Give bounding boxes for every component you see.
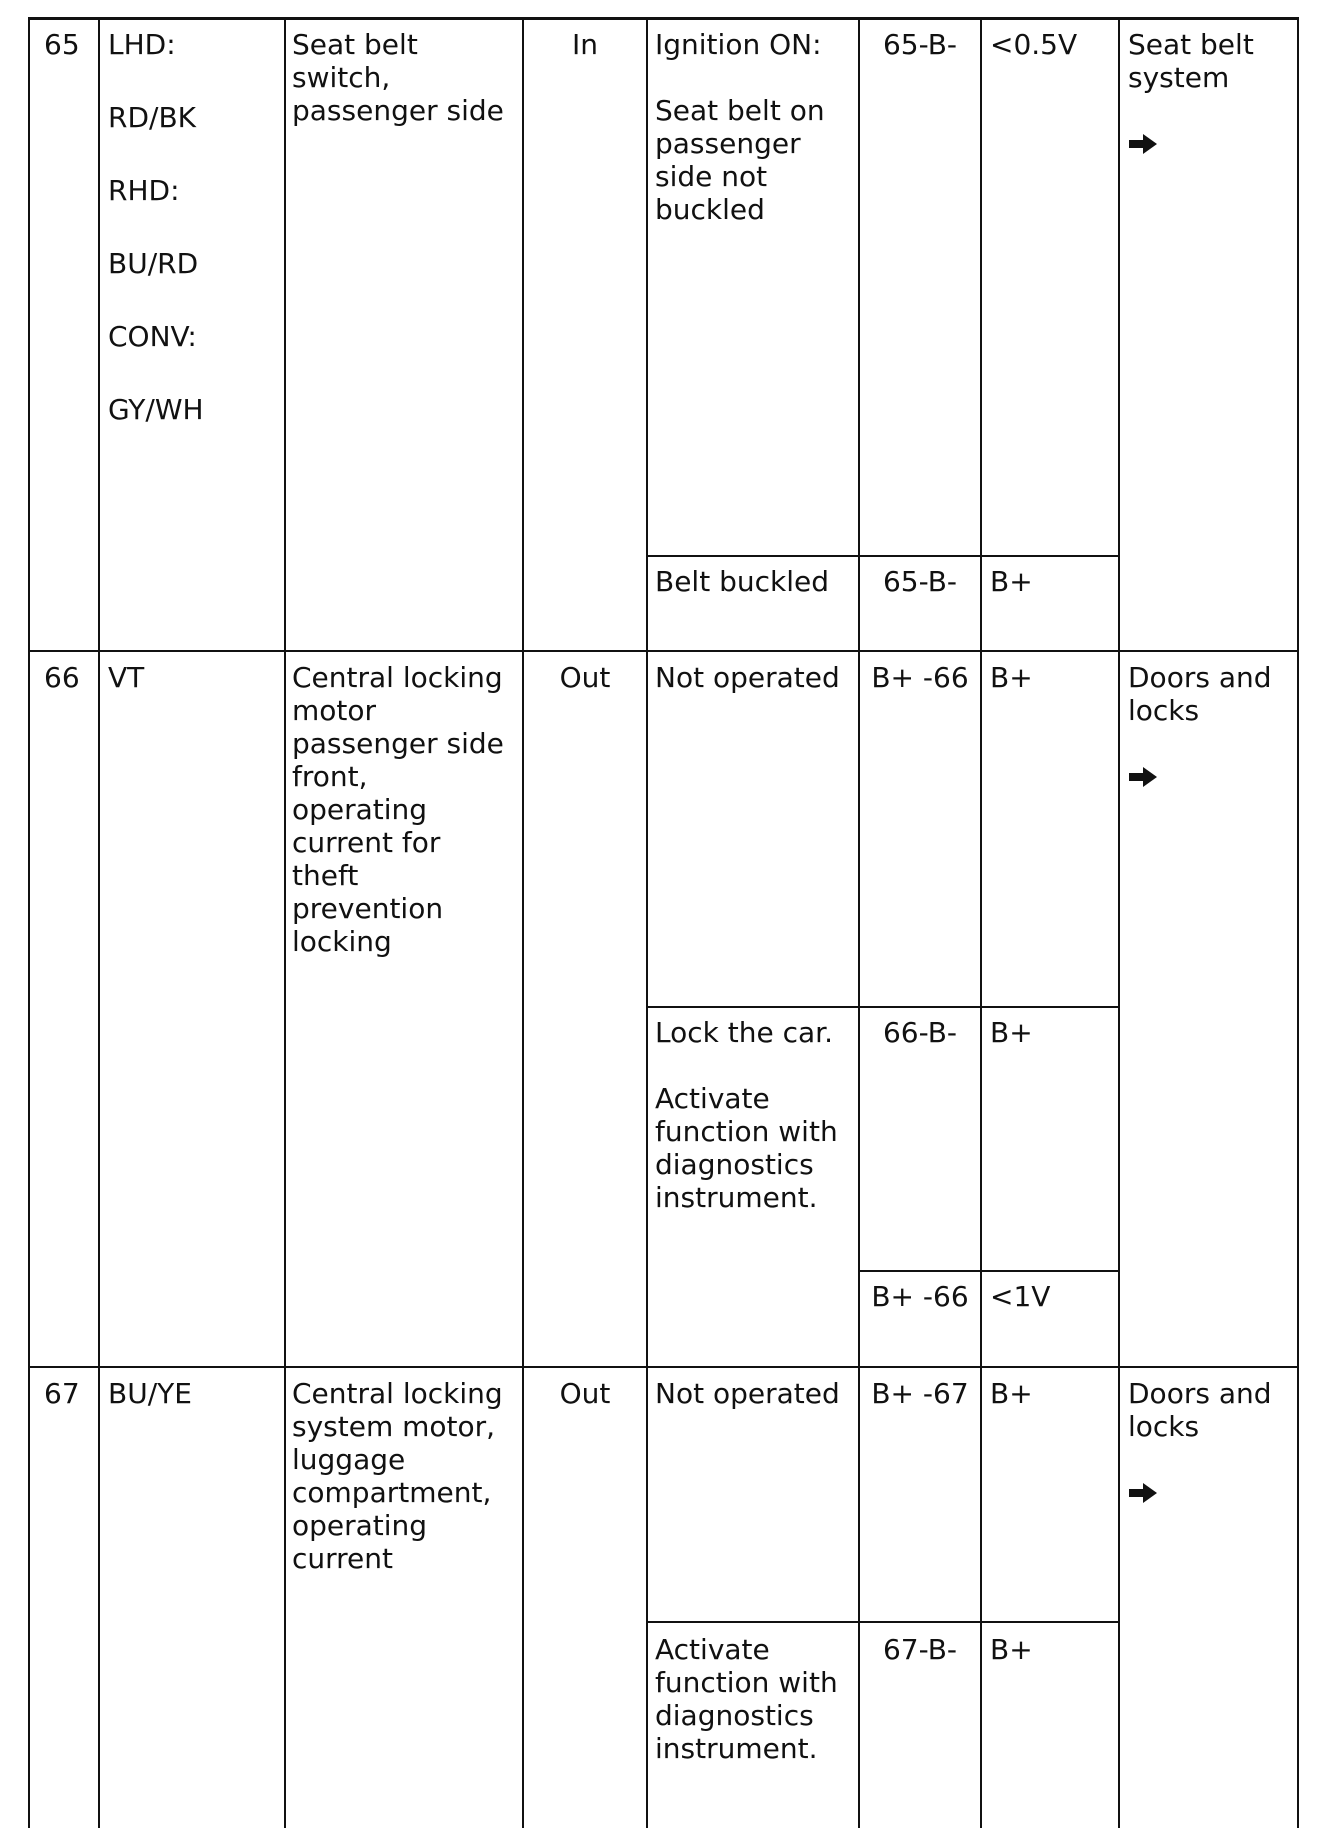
- signal-direction: Out: [559, 661, 611, 694]
- column-divider: [1118, 17, 1120, 1828]
- wire-color-label: RHD:: [108, 174, 180, 207]
- expected-value: B+: [990, 661, 1033, 694]
- column-divider: [284, 17, 286, 1828]
- row-divider: [28, 650, 1299, 652]
- condition-divider: [646, 1006, 1118, 1008]
- pin-number: 66: [44, 661, 80, 694]
- expected-value: B+: [990, 1016, 1033, 1049]
- test-condition: Ignition ON: Seat belt on passenger side not buckled: [655, 28, 825, 226]
- signal-direction: In: [571, 28, 598, 61]
- measure-point: 66-B-: [882, 1016, 958, 1049]
- measure-point: 65-B-: [882, 28, 958, 61]
- component-description: Seat belt switch, passenger side: [292, 28, 504, 127]
- column-divider: [858, 17, 860, 1828]
- table-left-border: [28, 17, 30, 1828]
- expected-value: <0.5V: [990, 28, 1078, 61]
- component-description: Central locking system motor, luggage compartment, operating current: [292, 1377, 503, 1575]
- row-divider: [28, 1366, 1299, 1368]
- measure-point: B+ -66: [871, 1280, 969, 1313]
- wire-color-label: BU/YE: [108, 1377, 192, 1410]
- column-divider: [646, 17, 648, 1828]
- arrow-right-icon[interactable]: [1129, 1483, 1157, 1503]
- column-divider: [980, 17, 982, 1828]
- signal-direction: Out: [559, 1377, 611, 1410]
- expected-value: <1V: [990, 1280, 1051, 1313]
- wire-color-label: CONV:: [108, 320, 197, 353]
- expected-value: B+: [990, 1633, 1033, 1666]
- column-divider: [98, 17, 100, 1828]
- condition-divider: [858, 1270, 1118, 1272]
- condition-divider: [646, 555, 1118, 557]
- measure-point: 65-B-: [882, 565, 958, 598]
- wire-color-label: VT: [108, 661, 145, 694]
- reference-link[interactable]: Doors and locks: [1128, 661, 1272, 727]
- test-condition: Activate function with diagnostics instrument.: [655, 1633, 838, 1765]
- test-condition: Lock the car. Activate function with diagnostics instrument.: [655, 1016, 838, 1214]
- condition-divider: [646, 1621, 1118, 1623]
- table-right-border: [1297, 17, 1299, 1828]
- wire-color-label: LHD:: [108, 28, 176, 61]
- column-divider: [522, 17, 524, 1828]
- measure-point: B+ -66: [871, 661, 969, 694]
- test-condition: Not operated: [655, 1377, 840, 1410]
- wire-color-label: RD/BK: [108, 101, 197, 134]
- expected-value: B+: [990, 565, 1033, 598]
- arrow-right-icon[interactable]: [1129, 767, 1157, 787]
- pin-number: 65: [44, 28, 80, 61]
- pin-number: 67: [44, 1377, 80, 1410]
- component-description: Central locking motor passenger side front, operating current for theft prevention locking: [292, 661, 504, 958]
- measure-point: 67-B-: [882, 1633, 958, 1666]
- wire-color-label: BU/RD: [108, 247, 199, 280]
- reference-link[interactable]: Doors and locks: [1128, 1377, 1272, 1443]
- expected-value: B+: [990, 1377, 1033, 1410]
- test-condition: Belt buckled: [655, 565, 830, 598]
- reference-link[interactable]: Seat belt system: [1128, 28, 1254, 94]
- table-top-border: [28, 17, 1299, 20]
- wire-color-label: GY/WH: [108, 393, 204, 426]
- test-condition: Not operated: [655, 661, 840, 694]
- measure-point: B+ -67: [871, 1377, 969, 1410]
- arrow-right-icon[interactable]: [1129, 134, 1157, 154]
